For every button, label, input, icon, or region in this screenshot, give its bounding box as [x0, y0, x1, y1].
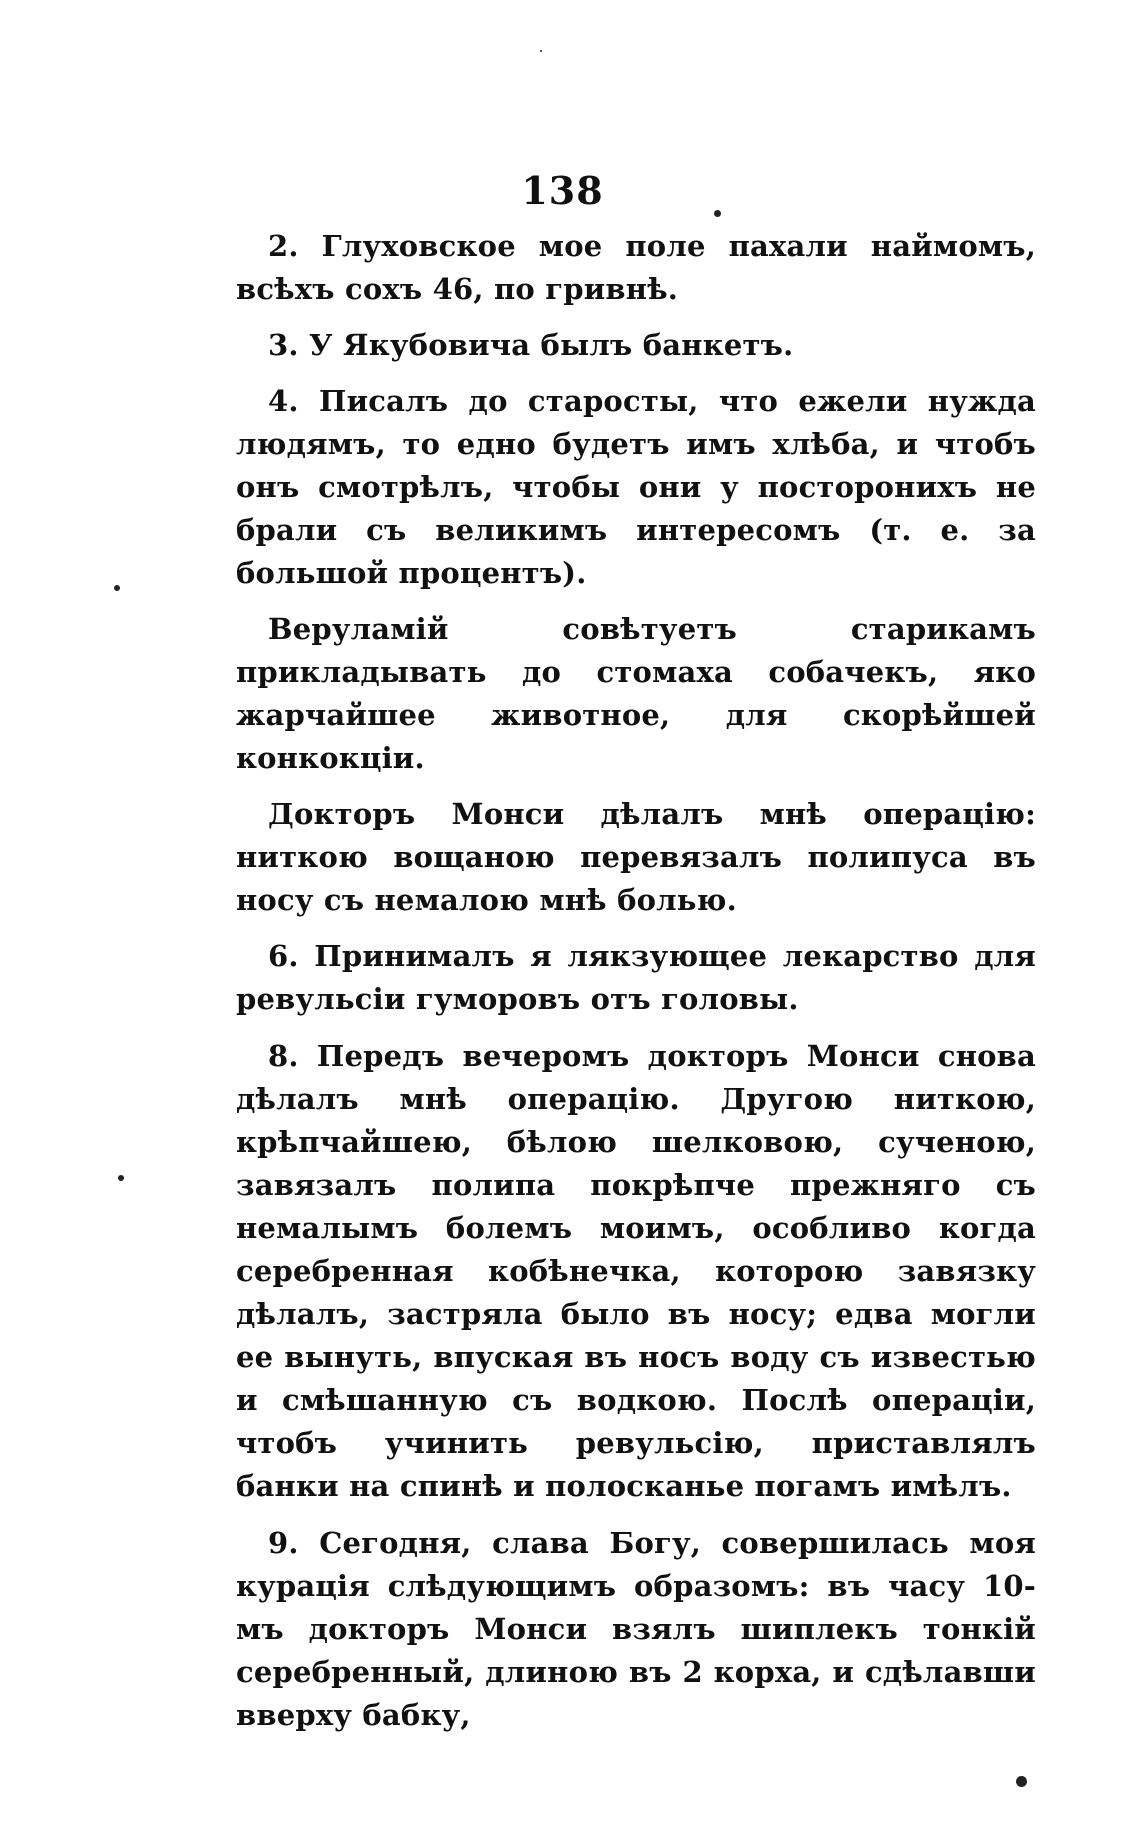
entry-paragraph-4: 4. Писалъ до старосты, что ежели нужда людямъ, то едно будетъ имъ хлѣба, и чтобъ онъ смотрѣлъ, чтобы они у посторонихъ не брали съ великимъ интересомъ (т. е. за большой процентъ). — [236, 384, 1036, 590]
entry-paragraph-6: 6. Принималъ я лякзующее лекарство для ревульсіи гуморовъ отъ головы. — [236, 939, 1036, 1016]
entry-paragraph-9: 9. Сегодня, слава Богу, совершилась моя курація слѣдующимъ образомъ: въ часу 10-мъ докторъ Монси взялъ шиплекъ тонкій серебренный, длиною въ 2 корха, и сдѣлавши вверху бабку, — [236, 1526, 1036, 1732]
text-body — [236, 225, 1036, 1750]
scan-speck — [1016, 1776, 1027, 1787]
monsi-operation-paragraph: Докторъ Монси дѣлалъ мнѣ операцію: ниткою вощаною перевязалъ полипуса въ носу съ немалою мнѣ болью. — [236, 797, 1036, 917]
scan-speck — [714, 210, 721, 217]
page-number: 138 — [521, 168, 604, 213]
entry-paragraph-8: 8. Передъ вечеромъ докторъ Монси снова дѣлалъ мнѣ операцію. Другою ниткою, крѣпчайшею, бѣлою шелковою, сученою, завязалъ полипа покрѣпче прежняго съ немалымъ болемъ моимъ, особливо когда серебренная кобѣнечка, которою завязку дѣлалъ, застряла было въ носу; едва могли ее вынуть, впуская въ носъ воду съ известью и смѣшанную съ водкою. Послѣ операціи, чтобъ учинить ревульсію, приставлялъ банки на спинѣ и полосканье погамъ имѣлъ. — [236, 1039, 1036, 1503]
entry-paragraph-2: 2. Глуховское мое поле пахали наймомъ, всѣхъ сохъ 46, по гривнѣ. — [236, 229, 1036, 306]
verulamius-paragraph: Веруламій совѣтуетъ старикамъ прикладывать до стомаха собачекъ, яко жарчайшее животное, для скорѣйшей конкокціи. — [236, 612, 1036, 775]
entry-paragraph-3: 3. У Якубовича былъ банкетъ. — [268, 328, 794, 362]
scan-speck — [114, 585, 120, 591]
scan-speck — [118, 1175, 124, 1181]
scan-speck — [540, 50, 542, 52]
